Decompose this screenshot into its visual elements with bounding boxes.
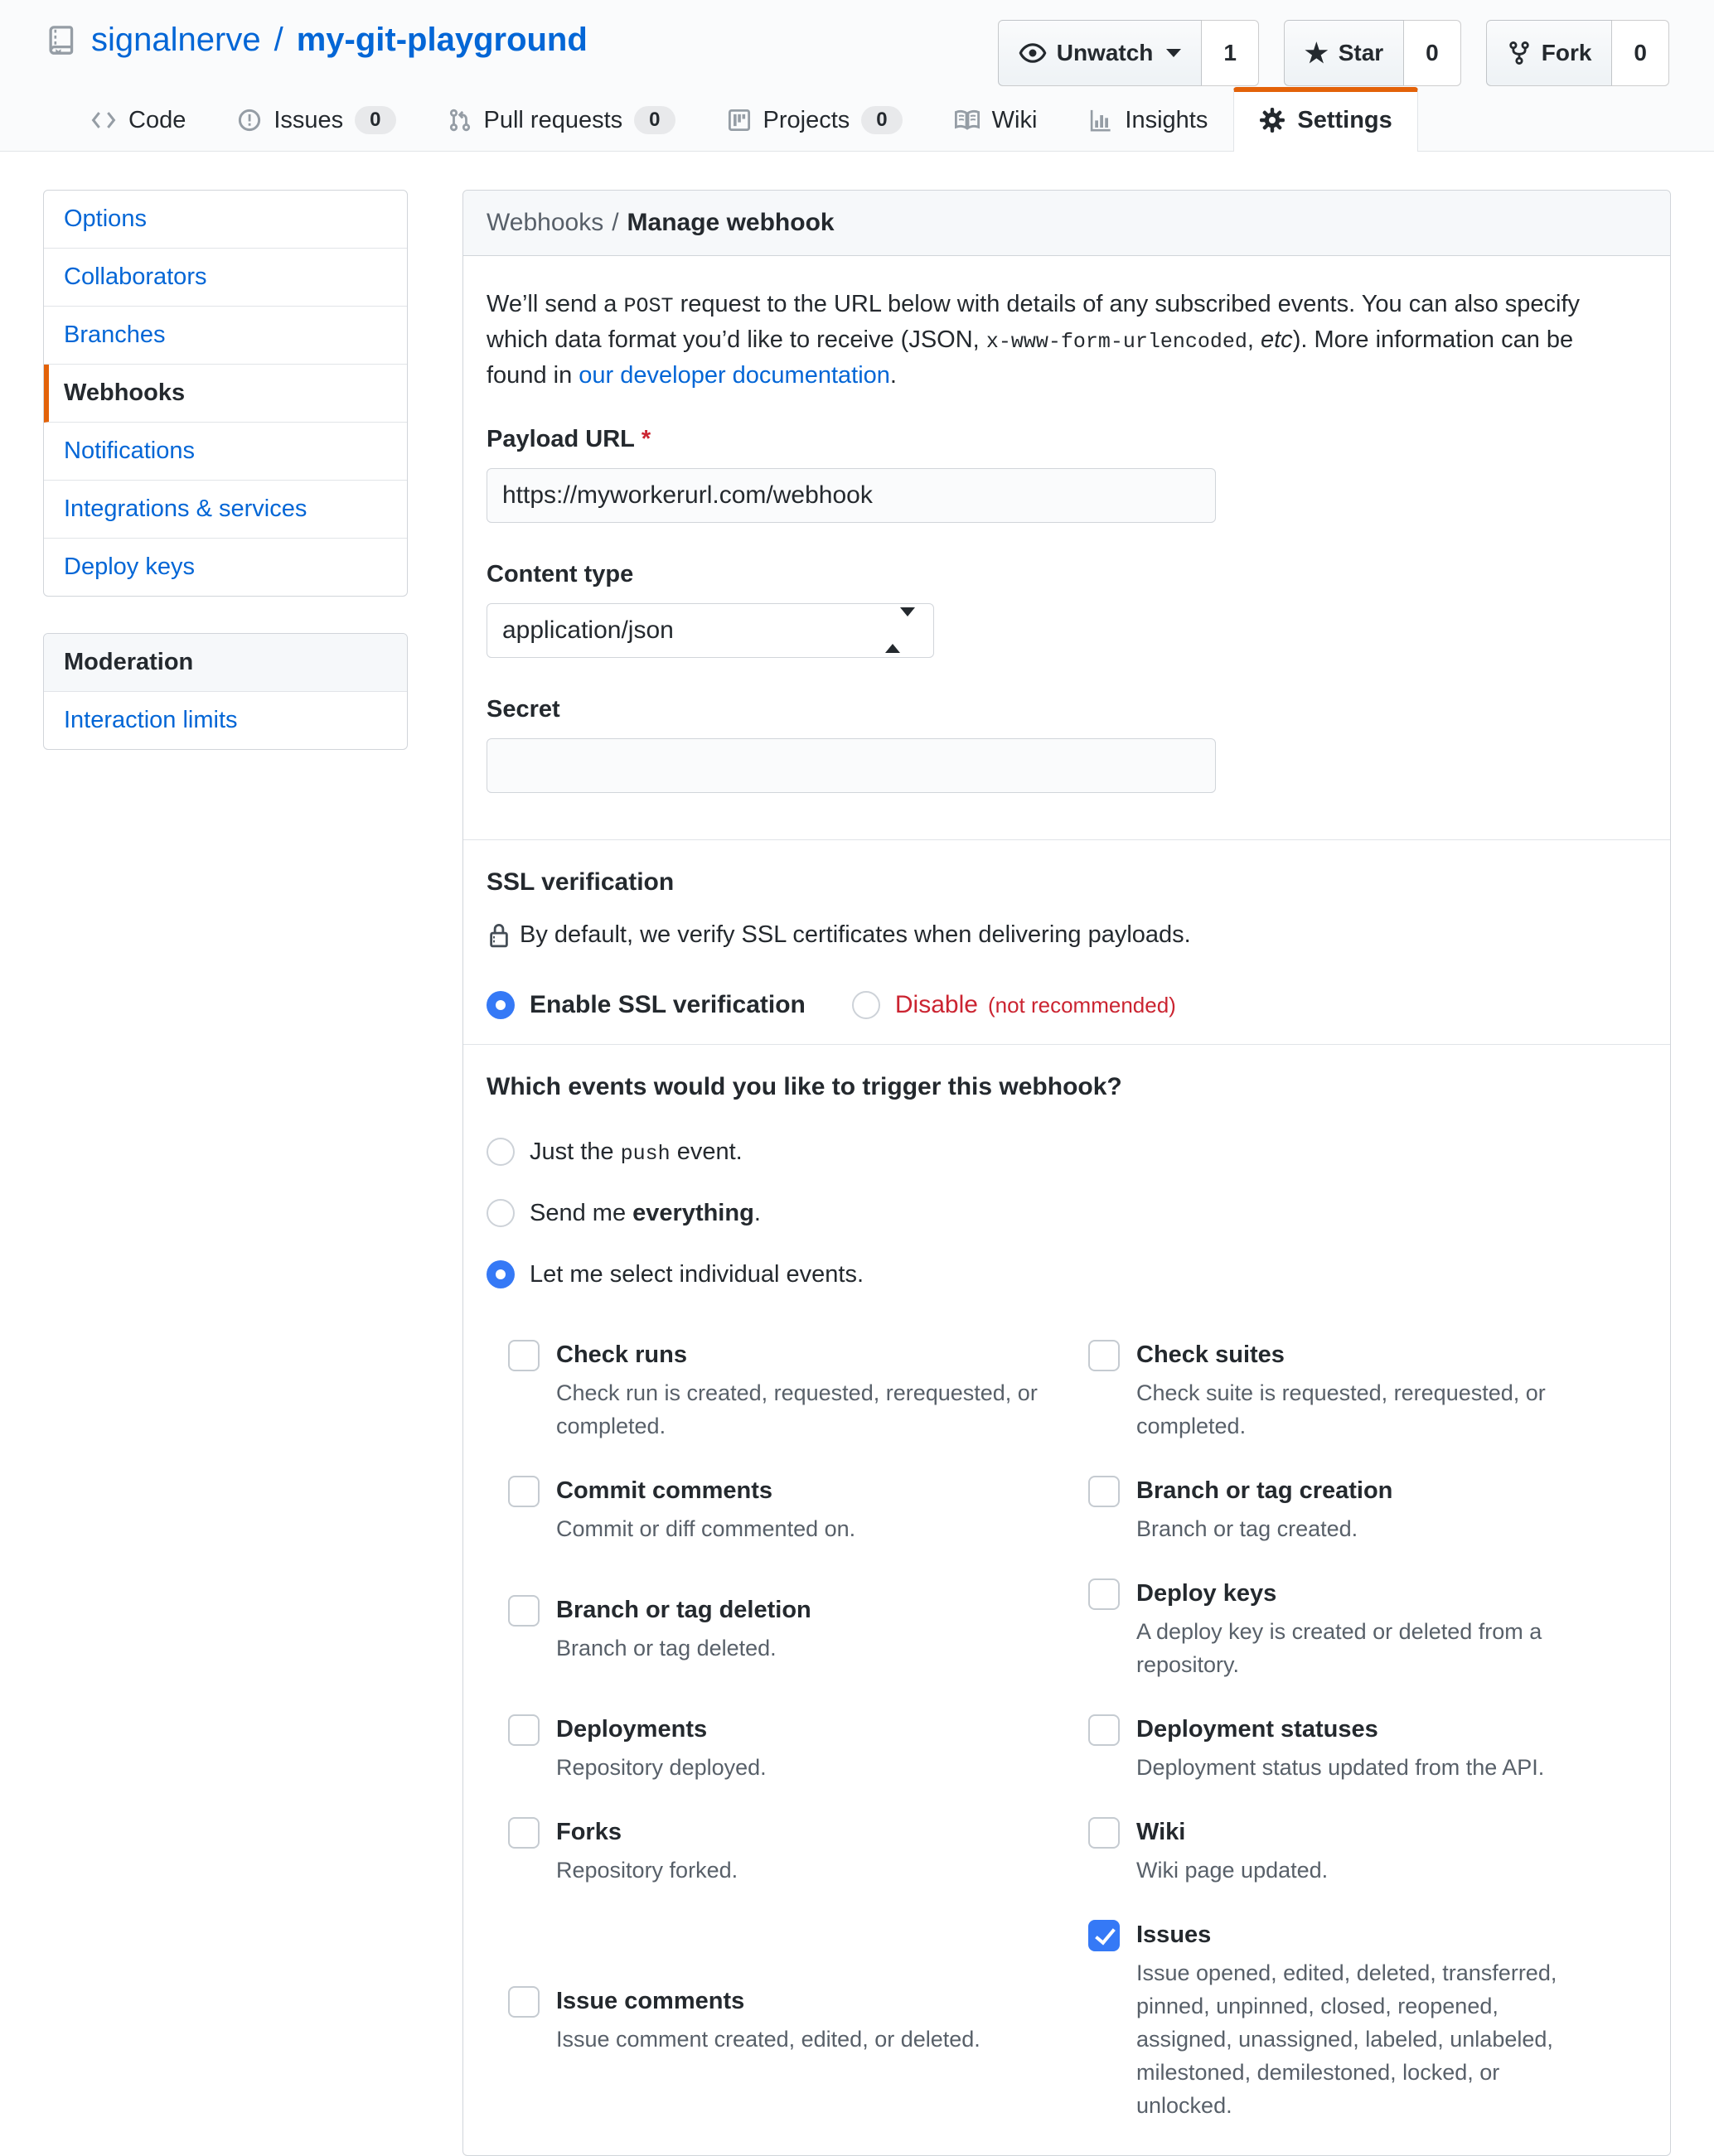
tab-label: Pull requests	[483, 106, 623, 133]
secret-label-text: Secret	[487, 696, 560, 723]
breadcrumb	[463, 191, 1670, 256]
tab-label: Settings	[1297, 106, 1392, 133]
event-title: Check runs	[556, 1341, 687, 1368]
repo-owner-link[interactable]: signalnerve	[91, 22, 261, 58]
payload-url-label-text: Payload URL	[487, 426, 635, 452]
event-option-individual	[487, 1260, 1647, 1288]
issues-count-badge: 0	[355, 106, 395, 134]
event-forks	[508, 1814, 1088, 1887]
ssl-verification-section	[463, 840, 1670, 1045]
tab-insights[interactable]	[1063, 87, 1233, 151]
watch-count[interactable]: 1	[1202, 20, 1259, 86]
event-desc: Deployment status updated from the API.	[1136, 1755, 1545, 1780]
watch-group	[998, 20, 1259, 86]
intro-code-post: POST	[623, 294, 674, 318]
pull-requests-count-badge: 0	[634, 106, 675, 134]
tab-issues[interactable]	[211, 87, 421, 151]
eye-icon	[1019, 39, 1047, 67]
event-deployments	[508, 1711, 1088, 1784]
repo-separator: /	[274, 22, 283, 58]
intro-etc: etc	[1261, 326, 1293, 353]
sidebar-item-collaborators[interactable]: Collaborators	[44, 249, 407, 307]
label-text: Send me	[530, 1199, 633, 1226]
label-text: event.	[670, 1138, 743, 1165]
required-asterisk: *	[641, 426, 651, 452]
sidebar-item-webhooks[interactable]: Webhooks	[44, 365, 407, 423]
event-issue-comments	[508, 1983, 1088, 2056]
event-title: Issues	[1136, 1922, 1212, 1948]
intro-text: .	[889, 362, 897, 389]
page-title: Manage webhook	[627, 209, 835, 236]
send-everything-label	[530, 1200, 761, 1227]
ssl-radio-row	[487, 991, 1647, 1019]
sidebar-item-options[interactable]: Options	[44, 191, 407, 249]
intro-text: We’ll send a	[487, 291, 624, 317]
content-type-select[interactable]	[487, 603, 934, 658]
sidebar-item-deploy-keys[interactable]: Deploy keys	[64, 554, 195, 580]
page-content	[43, 190, 1671, 2156]
event-branch-tag-creation	[1088, 1472, 1586, 1545]
tab-pull-requests[interactable]	[422, 87, 701, 151]
issue-circle-icon	[237, 108, 262, 133]
event-desc: Issue opened, edited, deleted, transferred, pinned, unpinned, closed, reopened, assigned, unassigned, labeled, unlabeled, milestoned, demilestoned, locked, or unlocked.	[1136, 1960, 1557, 2118]
everything-bold: everything	[632, 1199, 754, 1226]
event-desc: Branch or tag created.	[1136, 1516, 1358, 1541]
individual-events-radio[interactable]	[487, 1260, 515, 1288]
tab-label: Code	[128, 106, 186, 133]
repo-book-icon	[45, 22, 78, 59]
gear-icon	[1259, 107, 1286, 133]
developer-documentation-link[interactable]: our developer documentation	[579, 362, 890, 389]
push-code: push	[620, 1141, 671, 1166]
ssl-heading: SSL verification	[487, 868, 675, 896]
event-title: Deployment statuses	[1136, 1716, 1378, 1743]
code-chevrons-icon	[90, 110, 117, 130]
tab-projects[interactable]	[701, 87, 928, 151]
tab-settings[interactable]	[1233, 87, 1417, 152]
event-title: Deploy keys	[1136, 1580, 1277, 1607]
ssl-note-text: By default, we verify SSL certificates when delivering payloads.	[520, 921, 1191, 948]
bar-graph-icon	[1088, 108, 1113, 133]
tab-wiki[interactable]	[928, 87, 1063, 151]
content-type-label-text: Content type	[487, 561, 634, 587]
event-wiki	[1088, 1814, 1586, 1887]
star-count[interactable]: 0	[1404, 20, 1461, 86]
forks-checkbox[interactable]	[508, 1817, 540, 1849]
breadcrumb-separator: /	[612, 209, 619, 236]
pull-request-icon	[448, 107, 472, 133]
up-down-caret-icon	[885, 616, 915, 645]
event-option-everything	[487, 1199, 1647, 1227]
event-desc: Repository deployed.	[556, 1755, 767, 1780]
event-title: Check suites	[1136, 1341, 1285, 1368]
just-push-label	[530, 1138, 743, 1166]
moderation-menu	[43, 633, 408, 750]
tab-label: Issues	[274, 106, 344, 133]
event-desc: Check run is created, requested, rerequested, or completed.	[556, 1380, 1038, 1438]
unwatch-label: Unwatch	[1056, 40, 1154, 65]
webhook-intro-text	[487, 288, 1639, 393]
event-title: Wiki	[1136, 1819, 1186, 1845]
send-everything-radio[interactable]	[487, 1199, 515, 1227]
unwatch-button[interactable]	[998, 20, 1203, 86]
repo-header	[0, 0, 1714, 152]
sidebar-item-integrations-services[interactable]: Integrations & services	[44, 481, 407, 539]
payload-url-input[interactable]	[487, 468, 1216, 523]
enable-ssl-radio[interactable]	[487, 991, 515, 1019]
sidebar-item-branches[interactable]: Branches	[44, 307, 407, 365]
event-deployment-statuses	[1088, 1711, 1586, 1784]
open-book-icon	[954, 109, 980, 132]
just-push-radio[interactable]	[487, 1138, 515, 1166]
event-desc: Repository forked.	[556, 1858, 738, 1883]
moderation-menu-header: Moderation	[44, 634, 407, 692]
tab-label: Projects	[763, 106, 850, 133]
disable-ssl-label: Disable	[894, 991, 978, 1018]
event-title: Deployments	[556, 1716, 708, 1743]
event-title: Commit comments	[556, 1477, 773, 1504]
projects-count-badge: 0	[861, 106, 902, 134]
commit-comments-checkbox[interactable]	[508, 1476, 540, 1507]
fork-group	[1486, 20, 1669, 86]
branch-tag-deletion-checkbox[interactable]	[508, 1595, 540, 1627]
lock-icon	[487, 920, 511, 950]
individual-events-label: Let me select individual events.	[530, 1260, 864, 1288]
event-deploy-keys	[1088, 1575, 1586, 1681]
settings-menu	[43, 190, 408, 597]
event-title: Branch or tag creation	[1136, 1477, 1393, 1504]
repo-name-link[interactable]: my-git-playground	[296, 22, 588, 58]
star-group	[1284, 20, 1461, 86]
intro-text: ,	[1247, 326, 1261, 353]
tab-label: Insights	[1125, 106, 1208, 133]
settings-sidebar	[43, 190, 408, 750]
event-title: Forks	[556, 1819, 622, 1845]
sidebar-item-interaction-limits[interactable]: Interaction limits	[64, 707, 238, 733]
event-desc: Wiki page updated.	[1136, 1858, 1329, 1883]
event-issues	[1088, 1917, 1586, 2122]
label-text: Just the	[530, 1138, 621, 1165]
event-title: Issue comments	[556, 1988, 745, 2014]
label-text: .	[753, 1199, 761, 1226]
issue-comments-checkbox[interactable]	[508, 1986, 540, 2018]
event-desc: A deploy key is created or deleted from a repository.	[1136, 1619, 1542, 1677]
event-desc: Commit or diff commented on.	[556, 1516, 856, 1541]
tab-code[interactable]	[65, 87, 211, 151]
intro-text: ). More information can be found in	[487, 326, 1574, 389]
secret-input[interactable]	[487, 738, 1216, 793]
intro-text: request to the URL below with details of any subscribed events. You can also specify which data format you’d like to receive (JSON,	[487, 291, 1581, 353]
star-label: Star	[1338, 40, 1384, 65]
disable-ssl-radio[interactable]	[852, 991, 880, 1019]
intro-code-urlencoded: x-www-form-urlencoded	[985, 330, 1247, 354]
content-type-value: application/json	[502, 616, 674, 644]
event-commit-comments	[508, 1472, 1088, 1545]
fork-button[interactable]	[1486, 20, 1613, 86]
enable-ssl-label: Enable SSL verification	[530, 991, 806, 1018]
event-checkbox-grid	[508, 1337, 1647, 2122]
event-branch-tag-deletion	[508, 1592, 1088, 1665]
branch-tag-creation-checkbox[interactable]	[1088, 1476, 1120, 1507]
star-button[interactable]	[1284, 20, 1404, 86]
webhook-form-section	[463, 256, 1670, 840]
issues-checkbox[interactable]	[1088, 1920, 1120, 1951]
events-section	[463, 1045, 1670, 2155]
event-check-runs	[508, 1337, 1088, 1443]
deploy-keys-checkbox[interactable]	[1088, 1578, 1120, 1610]
payload-url-label	[487, 426, 1647, 453]
event-title: Branch or tag deletion	[556, 1597, 811, 1623]
chevron-down-icon	[1166, 49, 1181, 57]
wiki-checkbox[interactable]	[1088, 1817, 1120, 1849]
deployment-statuses-checkbox[interactable]	[1088, 1714, 1120, 1746]
check-suites-checkbox[interactable]	[1088, 1340, 1120, 1371]
event-desc: Check suite is requested, rerequested, or completed.	[1136, 1380, 1546, 1438]
event-desc: Branch or tag deleted.	[556, 1636, 777, 1661]
fork-label: Fork	[1541, 40, 1592, 65]
disable-ssl-note: (not recommended)	[987, 992, 1176, 1018]
star-icon: ★	[1305, 38, 1329, 68]
tab-label: Wiki	[991, 106, 1038, 133]
fork-count[interactable]: 0	[1612, 20, 1669, 86]
repo-action-buttons	[998, 20, 1669, 86]
content-type-label	[487, 561, 1647, 588]
repo-tab-bar	[43, 87, 1671, 151]
secret-label	[487, 696, 1647, 723]
webhook-panel	[462, 190, 1671, 2156]
event-check-suites	[1088, 1337, 1586, 1443]
ssl-note	[487, 920, 1647, 950]
deployments-checkbox[interactable]	[508, 1714, 540, 1746]
event-desc: Issue comment created, edited, or deleted.	[556, 2027, 980, 2052]
breadcrumb-webhooks-link[interactable]: Webhooks	[487, 209, 604, 236]
events-heading: Which events would you like to trigger this webhook?	[487, 1073, 1122, 1100]
project-board-icon	[727, 108, 752, 133]
fork-icon	[1507, 39, 1532, 67]
event-option-just-push	[487, 1138, 1647, 1166]
sidebar-item-notifications[interactable]: Notifications	[44, 423, 407, 481]
check-runs-checkbox[interactable]	[508, 1340, 540, 1371]
